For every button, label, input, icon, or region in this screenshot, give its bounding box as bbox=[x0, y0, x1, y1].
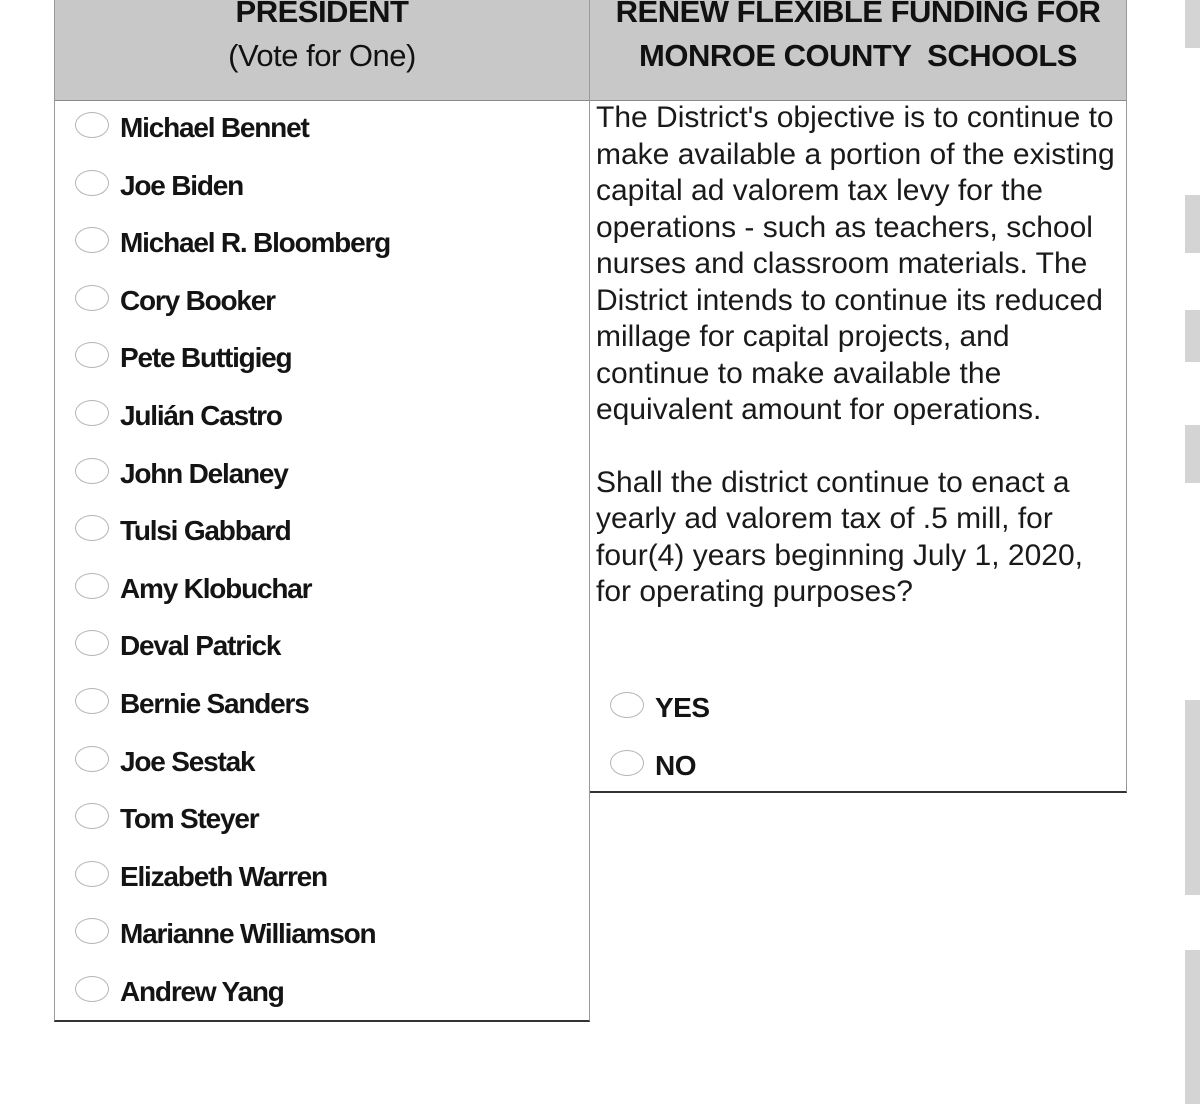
vote-oval[interactable] bbox=[75, 112, 109, 138]
candidate-option[interactable] bbox=[55, 964, 589, 1007]
next-column-edge-mark bbox=[1185, 950, 1200, 1104]
candidate-name: Bernie Sanders bbox=[120, 688, 309, 719]
next-column-edge-mark bbox=[1185, 310, 1200, 362]
vote-oval[interactable] bbox=[75, 688, 109, 714]
candidate-name: Andrew Yang bbox=[120, 976, 284, 1007]
vote-oval[interactable] bbox=[75, 918, 109, 944]
funding-measure-header bbox=[590, 0, 1126, 101]
next-column-edge-mark bbox=[1185, 425, 1200, 483]
candidate-option[interactable] bbox=[55, 446, 589, 489]
president-contest-header bbox=[55, 0, 589, 101]
next-column-edge-mark bbox=[1185, 195, 1200, 253]
vote-oval[interactable] bbox=[75, 170, 109, 196]
candidate-option[interactable] bbox=[55, 561, 589, 604]
candidate-option[interactable] bbox=[55, 330, 589, 374]
vote-oval[interactable] bbox=[610, 692, 644, 718]
measure-option-yes[interactable] bbox=[590, 680, 1126, 723]
candidate-option[interactable] bbox=[55, 158, 589, 201]
president-contest-title: PRESIDENT bbox=[235, 0, 409, 29]
candidate-name: Deval Patrick bbox=[120, 630, 281, 662]
funding-measure-title-line1: RENEW FLEXIBLE FUNDING FOR bbox=[615, 0, 1101, 29]
vote-oval[interactable] bbox=[75, 803, 109, 829]
candidate-name: Marianne Williamson bbox=[120, 918, 376, 950]
vote-oval[interactable] bbox=[75, 573, 109, 599]
candidate-option[interactable] bbox=[55, 906, 589, 950]
funding-measure-question: Shall the district continue to enact a yearly ad valorem tax of .5 mill, for four(4) years beginning July 1, 2020, for operating purposes? bbox=[596, 465, 1083, 608]
funding-measure-contest bbox=[590, 0, 1127, 793]
candidate-option[interactable] bbox=[55, 676, 589, 719]
candidate-name: Michael Bennet bbox=[120, 112, 309, 143]
president-vote-instruction: (Vote for One) bbox=[228, 38, 416, 73]
vote-oval[interactable] bbox=[75, 976, 109, 1002]
candidate-name: Joe Sestak bbox=[120, 745, 255, 777]
vote-oval[interactable] bbox=[75, 458, 109, 484]
measure-option-label: NO bbox=[655, 749, 696, 781]
candidate-name: John Delaney bbox=[120, 457, 288, 489]
vote-oval[interactable] bbox=[75, 515, 109, 541]
candidate-name: Pete Buttigieg bbox=[120, 342, 292, 374]
vote-oval[interactable] bbox=[75, 400, 109, 426]
vote-oval[interactable] bbox=[75, 342, 109, 368]
president-contest bbox=[54, 0, 590, 1022]
funding-measure-description: The District's objective is to continue to make available a portion of the existing capital ad valorem tax levy for the operations - such as teachers, school nurses and classroom materials. The District intends to continue its reduced millage for capital projects, and continue to make available the equivalent amount for operations. bbox=[596, 101, 1115, 426]
vote-oval[interactable] bbox=[75, 227, 109, 253]
candidate-option[interactable] bbox=[55, 734, 589, 777]
funding-measure-text bbox=[596, 100, 1120, 611]
candidate-name: Joe Biden bbox=[120, 169, 244, 201]
next-column-edge-mark bbox=[1185, 700, 1200, 895]
candidate-option[interactable] bbox=[55, 215, 589, 259]
candidate-option[interactable] bbox=[55, 273, 589, 316]
vote-oval[interactable] bbox=[75, 285, 109, 311]
candidate-name: Amy Klobuchar bbox=[120, 572, 312, 604]
funding-measure-title-line2: MONROE COUNTY SCHOOLS bbox=[639, 38, 1077, 73]
candidate-name: Tulsi Gabbard bbox=[120, 515, 291, 547]
measure-option-no[interactable] bbox=[590, 738, 1126, 781]
candidate-name: Tom Steyer bbox=[120, 803, 259, 835]
candidate-option[interactable] bbox=[55, 791, 589, 835]
candidate-name: Julián Castro bbox=[120, 400, 282, 431]
candidate-name: Michael R. Bloomberg bbox=[120, 227, 391, 259]
measure-option-label: YES bbox=[655, 692, 710, 723]
next-column-edge-mark bbox=[1185, 0, 1200, 48]
vote-oval[interactable] bbox=[610, 750, 644, 776]
vote-oval[interactable] bbox=[75, 630, 109, 656]
candidate-option[interactable] bbox=[55, 618, 589, 662]
candidate-name: Cory Booker bbox=[120, 284, 275, 316]
candidate-option[interactable] bbox=[55, 849, 589, 892]
candidate-name: Elizabeth Warren bbox=[120, 860, 327, 892]
candidate-option[interactable] bbox=[55, 503, 589, 547]
vote-oval[interactable] bbox=[75, 861, 109, 887]
candidate-option[interactable] bbox=[55, 100, 589, 143]
vote-oval[interactable] bbox=[75, 746, 109, 772]
candidate-option[interactable] bbox=[55, 388, 589, 431]
